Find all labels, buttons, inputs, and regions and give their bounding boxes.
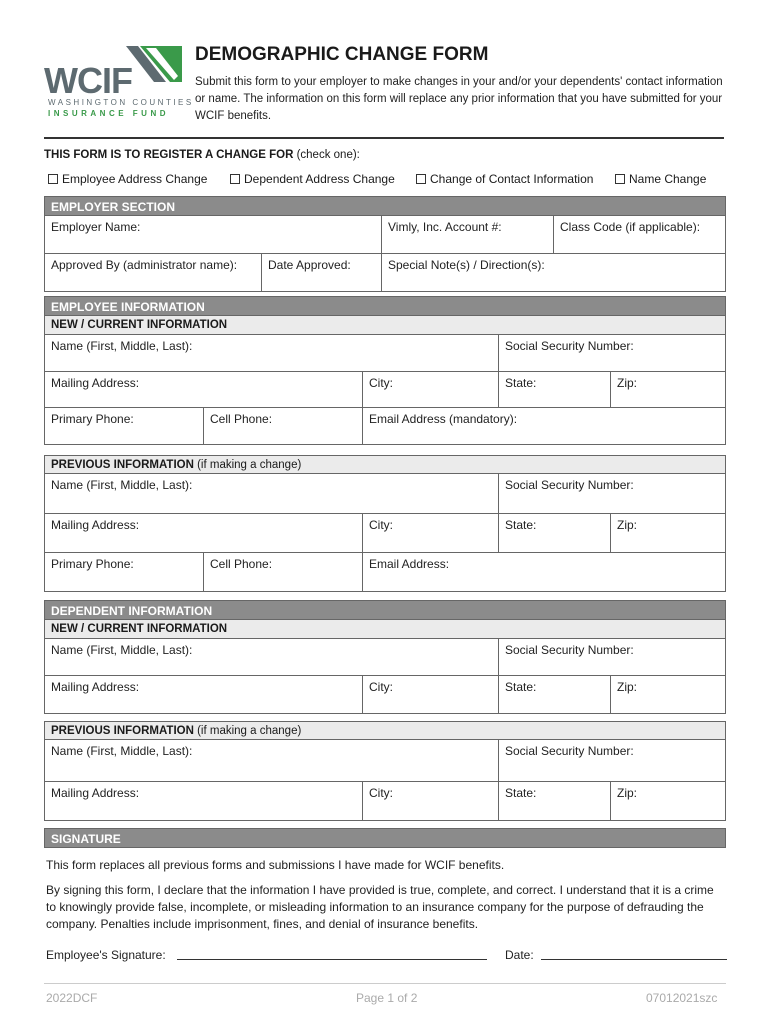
employee-email-field[interactable]: Email Address (mandatory): [362,408,725,444]
checkbox-label: Dependent Address Change [244,172,395,186]
checkbox-box[interactable] [615,174,625,184]
employee-prev-state-field[interactable]: State: [498,514,610,552]
dependent-prev-ssn-field[interactable]: Social Security Number: [498,740,725,781]
employee-signature-line[interactable] [177,959,487,960]
dependent-prev-city-field[interactable]: City: [362,782,498,820]
register-bold: THIS FORM IS TO REGISTER A CHANGE FOR [44,149,294,161]
checkbox-box[interactable] [48,174,58,184]
date-label: Date: [505,948,534,962]
checkbox-dependent-address[interactable] [230,172,395,186]
employer-row-2 [44,254,726,292]
dependent-previous-row-1 [44,740,726,782]
date-approved-field[interactable]: Date Approved: [261,254,381,291]
dependent-prev-mailing-field[interactable]: Mailing Address: [51,786,140,800]
form-title: DEMOGRAPHIC CHANGE FORM [195,44,489,65]
checkbox-box[interactable] [230,174,240,184]
dependent-zip-field[interactable]: Zip: [610,676,725,713]
dependent-ssn-field[interactable]: Social Security Number: [498,639,725,675]
dependent-previous-bold: PREVIOUS INFORMATION [51,725,194,737]
wcif-logo [44,44,194,124]
footer-revision: 07012021szc [646,991,718,1005]
employee-mailing-field[interactable]: Mailing Address: [51,376,140,390]
checkbox-box[interactable] [416,174,426,184]
employee-prev-name-field[interactable]: Name (First, Middle, Last): [51,478,193,492]
replaces-statement: This form replaces all previous forms and submissions I have made for WCIF benefits. [46,858,505,872]
employee-prev-ssn-field[interactable]: Social Security Number: [498,474,725,513]
footer-form-code: 2022DCF [46,991,98,1005]
intro-text: Submit this form to your employer to make changes in your and/or your dependents' contact information or name. The information on this form will replace any prior information that you have submitted for your WCIF benefits. [195,76,723,122]
signature-section [44,828,726,848]
employee-previous-rest: (if making a change) [193,459,302,471]
dependent-prev-name-field[interactable]: Name (First, Middle, Last): [51,744,193,758]
dependent-mailing-field[interactable]: Mailing Address: [51,680,140,694]
employer-name-field[interactable]: Employer Name: [51,220,141,234]
checkbox-employee-address[interactable] [48,172,207,186]
logo-line1: WASHINGTON COUNTIES [48,98,194,107]
employee-primary-phone-field[interactable]: Primary Phone: [51,412,134,426]
dependent-section [44,600,726,714]
employee-current-label: NEW / CURRENT INFORMATION [51,319,228,331]
employee-cell-phone-field[interactable]: Cell Phone: [203,408,362,444]
employee-prev-primary-phone-field[interactable]: Primary Phone: [51,557,134,571]
checkbox-contact-info[interactable] [416,172,593,186]
employee-prev-zip-field[interactable]: Zip: [610,514,725,552]
dependent-state-field[interactable]: State: [498,676,610,713]
employer-section-header: EMPLOYER SECTION [44,196,726,216]
footer-page-number: Page 1 of 2 [356,991,418,1005]
employee-previous-section [44,455,726,592]
class-code-field[interactable]: Class Code (if applicable): [553,216,725,253]
signature-section-header: SIGNATURE [44,828,726,848]
dependent-current-header [44,620,726,639]
employer-row-1 [44,216,726,254]
dependent-current-label: NEW / CURRENT INFORMATION [51,623,228,635]
date-line[interactable] [541,959,727,960]
checkbox-label: Change of Contact Information [430,172,594,186]
employee-previous-row-2 [44,514,726,553]
employee-previous-header [44,455,726,474]
logo-stripes-icon [126,46,182,86]
employee-zip-field[interactable]: Zip: [610,372,725,407]
employee-current-header [44,316,726,335]
approved-by-field[interactable]: Approved By (administrator name): [51,258,238,272]
dependent-city-field[interactable]: City: [362,676,498,713]
employee-prev-cell-phone-field[interactable]: Cell Phone: [203,553,362,591]
footer-divider [44,983,726,984]
declaration-statement: By signing this form, I declare that the information I have provided is true, complete, and correct. I understand that it is a crime to knowingly provide false, incomplete, or misleading information to an insurance company for the purpose of defrauding the company. Penalties include imprisonment, fines, and denial of insurance benefits. [46,883,714,931]
employee-previous-bold: PREVIOUS INFORMATION [51,459,194,471]
checkbox-label: Name Change [629,172,707,186]
checkbox-label: Employee Address Change [62,172,208,186]
register-heading [44,149,360,161]
register-rest: (check one): [293,149,360,161]
logo-line2: INSURANCE FUND [48,109,169,118]
employee-prev-email-field[interactable]: Email Address: [362,553,725,591]
employee-previous-row-3 [44,553,726,592]
dependent-current-row-2 [44,676,726,714]
employee-prev-mailing-field[interactable]: Mailing Address: [51,518,140,532]
dependent-prev-state-field[interactable]: State: [498,782,610,820]
dependent-previous-section [44,721,726,821]
checkbox-name-change[interactable] [615,172,706,186]
employee-signature-label: Employee's Signature: [46,948,166,962]
employee-section-header: EMPLOYEE INFORMATION [44,296,726,316]
dependent-previous-rest: (if making a change) [193,725,302,737]
employee-state-field[interactable]: State: [498,372,610,407]
logo-name: WCIF [44,60,132,101]
dependent-previous-row-2 [44,782,726,821]
employee-ssn-field[interactable]: Social Security Number: [498,335,725,371]
dependent-current-row-1 [44,639,726,676]
dependent-prev-zip-field[interactable]: Zip: [610,782,725,820]
employee-current-row-2 [44,372,726,408]
employer-section [44,196,726,292]
employee-current-row-3 [44,408,726,445]
employee-name-field[interactable]: Name (First, Middle, Last): [51,339,193,353]
employee-previous-row-1 [44,474,726,514]
employee-current-row-1 [44,335,726,372]
dependent-section-header: DEPENDENT INFORMATION [44,600,726,620]
account-number-field[interactable]: Vimly, Inc. Account #: [381,216,553,253]
employee-section [44,296,726,445]
special-notes-field[interactable]: Special Note(s) / Direction(s): [381,254,725,291]
employee-city-field[interactable]: City: [362,372,498,407]
dependent-name-field[interactable]: Name (First, Middle, Last): [51,643,193,657]
dependent-previous-header [44,721,726,740]
header-divider [44,137,724,139]
employee-prev-city-field[interactable]: City: [362,514,498,552]
